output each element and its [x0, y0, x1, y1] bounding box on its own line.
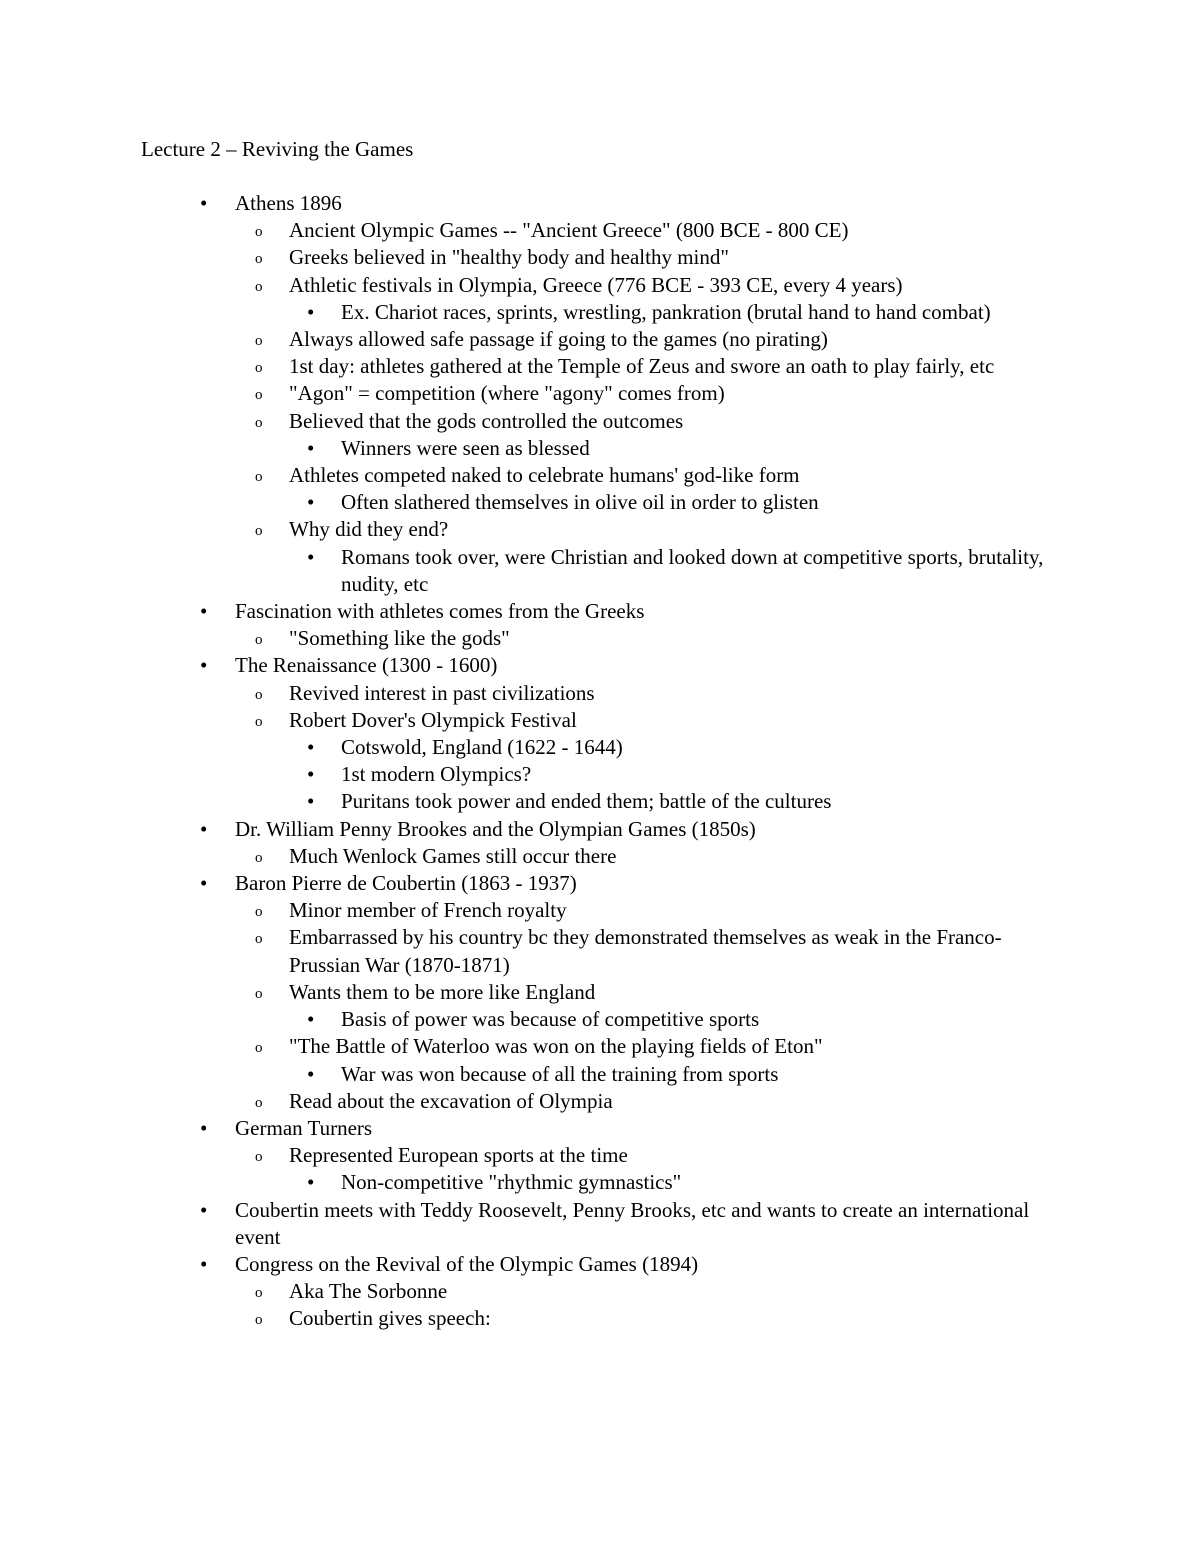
hollow-bullet-icon: o: [255, 387, 263, 404]
document-title: Lecture 2 – Reviving the Games: [141, 137, 414, 161]
bullet-icon: •: [200, 871, 208, 896]
outline-item-text: Athens 1896: [235, 191, 342, 215]
outline-item-text: Read about the excavation of Olympia: [289, 1088, 613, 1113]
hollow-bullet-icon: o: [255, 904, 263, 921]
hollow-bullet-icon: o: [255, 713, 263, 730]
outline-item-text: The Renaissance (1300 - 1600): [235, 653, 498, 678]
lecture-outline: [0, 190, 1200, 1333]
outline-item-level-3: [0, 299, 1200, 326]
outline-item-level-2: [0, 680, 1200, 707]
outline-item-level-2: [0, 924, 1200, 978]
outline-item-level-2: [0, 1278, 1200, 1305]
bullet-icon: •: [307, 789, 315, 814]
outline-item-text: 1st modern Olympics?: [341, 762, 532, 787]
bullet-icon: •: [200, 1197, 208, 1222]
outline-item-level-1: [0, 870, 1200, 897]
outline-item-text: Robert Dover's Olympick Festival: [289, 707, 577, 732]
hollow-bullet-icon: o: [255, 224, 263, 241]
hollow-bullet-icon: o: [255, 1040, 263, 1057]
outline-item-level-2: [0, 380, 1200, 407]
outline-item-level-3: [0, 544, 1200, 598]
bullet-icon: •: [200, 1251, 208, 1276]
bullet-icon: •: [307, 490, 315, 515]
outline-item-text: Revived interest in past civilizations: [289, 680, 595, 705]
outline-item-level-3: [0, 734, 1200, 761]
hollow-bullet-icon: o: [255, 686, 263, 703]
outline-item-text: Fascination with athletes comes from the Greeks: [235, 599, 645, 624]
outline-item-level-3: [0, 1006, 1200, 1033]
outline-item-text: Athletes competed naked to celebrate humans' god-like form: [289, 463, 800, 488]
outline-item-text: Non-competitive "rhythmic gymnastics": [341, 1170, 682, 1195]
outline-item-level-2: [0, 326, 1200, 353]
outline-item-text: Aka The Sorbonne: [289, 1279, 448, 1304]
bullet-icon: •: [307, 1170, 315, 1195]
outline-item-level-1: [0, 190, 1200, 217]
outline-item-text: Embarrassed by his country bc they demonstrated themselves as weak in the Franco-Prussian War (1870-1871): [289, 925, 1002, 977]
bullet-icon: •: [200, 653, 208, 678]
hollow-bullet-icon: o: [255, 849, 263, 866]
outline-item-level-1: [0, 816, 1200, 843]
outline-item-text: War was won because of all the training from sports: [341, 1061, 779, 1086]
outline-item-text: Baron Pierre de Coubertin (1863 - 1937): [235, 871, 577, 896]
outline-item-level-2: [0, 217, 1200, 244]
hollow-bullet-icon: o: [255, 985, 263, 1002]
outline-item-text: Puritans took power and ended them; battle of the cultures: [341, 789, 832, 814]
hollow-bullet-icon: o: [255, 1285, 263, 1302]
outline-item-text: Ex. Chariot races, sprints, wrestling, pankration (brutal hand to hand combat): [341, 299, 991, 324]
outline-item-level-2: [0, 272, 1200, 299]
hollow-bullet-icon: o: [255, 360, 263, 377]
outline-item-level-2: [0, 516, 1200, 543]
outline-item-text: Often slathered themselves in olive oil in order to glisten: [341, 490, 819, 515]
outline-item-level-2: [0, 353, 1200, 380]
bullet-icon: •: [200, 191, 208, 215]
outline-item-level-3: [0, 435, 1200, 462]
outline-item-text: Coubertin meets with Teddy Roosevelt, Penny Brooks, etc and wants to create an international event: [235, 1197, 1030, 1249]
outline-item-level-3: [0, 1061, 1200, 1088]
outline-item-level-2: [0, 843, 1200, 870]
outline-item-text: "The Battle of Waterloo was won on the playing fields of Eton": [289, 1034, 823, 1059]
outline-item-level-2: [0, 1142, 1200, 1169]
outline-item-text: Winners were seen as blessed: [341, 435, 590, 460]
outline-item-level-1: [0, 1251, 1200, 1278]
outline-item-text: 1st day: athletes gathered at the Temple of Zeus and swore an oath to play fairly, etc: [289, 354, 995, 379]
hollow-bullet-icon: o: [255, 414, 263, 431]
bullet-icon: •: [200, 816, 208, 841]
outline-item-text: Wants them to be more like England: [289, 979, 596, 1004]
outline-item-level-1: [0, 652, 1200, 679]
outline-item-text: Believed that the gods controlled the outcomes: [289, 408, 684, 433]
outline-item-text: Basis of power was because of competitive sports: [341, 1007, 760, 1032]
outline-item-level-2: [0, 897, 1200, 924]
outline-item-level-2: [0, 408, 1200, 435]
outline-item-text: Congress on the Revival of the Olympic Games (1894): [235, 1251, 699, 1276]
hollow-bullet-icon: o: [255, 333, 263, 350]
bullet-icon: •: [200, 599, 208, 624]
outline-item-level-2: [0, 244, 1200, 271]
hollow-bullet-icon: o: [255, 1094, 263, 1111]
outline-item-level-1: [0, 1197, 1200, 1251]
hollow-bullet-icon: o: [255, 251, 263, 268]
outline-item-level-2: [0, 1305, 1200, 1332]
outline-item-text: Represented European sports at the time: [289, 1143, 628, 1168]
outline-item-level-3: [0, 761, 1200, 788]
outline-item-level-2: [0, 625, 1200, 652]
outline-item-text: Cotswold, England (1622 - 1644): [341, 735, 623, 760]
hollow-bullet-icon: o: [255, 931, 263, 948]
outline-item-level-2: [0, 1088, 1200, 1115]
bullet-icon: •: [307, 544, 315, 569]
outline-item-level-3: [0, 788, 1200, 815]
bullet-icon: •: [307, 1061, 315, 1086]
bullet-icon: •: [307, 762, 315, 787]
outline-item-level-2: [0, 979, 1200, 1006]
hollow-bullet-icon: o: [255, 1312, 263, 1329]
outline-item-level-1: [0, 598, 1200, 625]
outline-item-text: Much Wenlock Games still occur there: [289, 843, 617, 868]
outline-item-text: Ancient Olympic Games -- "Ancient Greece" (800 BCE - 800 CE): [289, 218, 849, 243]
hollow-bullet-icon: o: [255, 1149, 263, 1166]
outline-item-text: German Turners: [235, 1115, 373, 1140]
outline-item-level-2: [0, 707, 1200, 734]
outline-item-text: Romans took over, were Christian and looked down at competitive sports, brutality, nudity, etc: [341, 544, 1044, 596]
outline-item-level-1: [0, 1115, 1200, 1142]
outline-item-level-2: [0, 462, 1200, 489]
bullet-icon: •: [307, 1007, 315, 1032]
hollow-bullet-icon: o: [255, 278, 263, 295]
hollow-bullet-icon: o: [255, 523, 263, 540]
outline-item-text: "Something like the gods": [289, 626, 510, 651]
bullet-icon: •: [200, 1115, 208, 1140]
outline-item-text: Coubertin gives speech:: [289, 1306, 491, 1331]
outline-item-level-3: [0, 1169, 1200, 1196]
outline-item-text: Why did they end?: [289, 517, 449, 542]
bullet-icon: •: [307, 299, 315, 324]
outline-item-text: Dr. William Penny Brookes and the Olympian Games (1850s): [235, 816, 756, 841]
outline-item-text: Always allowed safe passage if going to the games (no pirating): [289, 327, 828, 352]
outline-item-level-3: [0, 489, 1200, 516]
bullet-icon: •: [307, 435, 315, 460]
outline-item-text: "Agon" = competition (where "agony" comes from): [289, 381, 725, 406]
outline-item-text: Athletic festivals in Olympia, Greece (776 BCE - 393 CE, every 4 years): [289, 272, 903, 297]
hollow-bullet-icon: o: [255, 469, 263, 486]
hollow-bullet-icon: o: [255, 632, 263, 649]
outline-item-text: Minor member of French royalty: [289, 898, 567, 923]
outline-item-level-2: [0, 1033, 1200, 1060]
bullet-icon: •: [307, 735, 315, 760]
outline-item-text: Greeks believed in "healthy body and healthy mind": [289, 245, 729, 270]
